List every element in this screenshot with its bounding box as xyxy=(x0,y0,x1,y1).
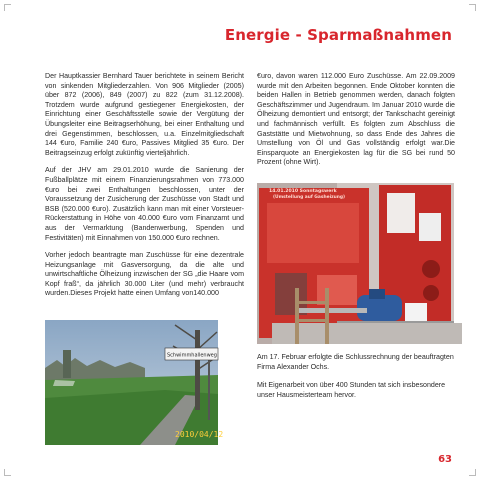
crop-mark-bottom-right xyxy=(469,469,476,476)
page-title: Energie - Sparmaßnahmen xyxy=(224,26,452,44)
paragraph-heating-grant: Vorher jedoch beantragte man Zuschüsse für eine dezentrale Heizungsanlage mit Gasversorgung, da die alte und unwirtschaftliche Ölheizung inzwischen der SG „die Haare vom Kopf fraß“, da jährlich 30.000 Liter (und mehr) verbraucht wurden.Dieses Projekt hatte einen Umfang von140.000 xyxy=(45,251,244,298)
boiler-room-photo xyxy=(257,183,454,344)
paragraph-heating-conversion: €uro, davon waren 112.000 Euro Zuschüsse. Am 22.09.2009 wurde mit den Arbeiten begonnen. Ende Oktober konnten die beiden Hallen in Betrieb genommen werden, danach folgten Geschäftszimmer und Jugendraum. Im Januar 2010 wurde die Ölheizung demontiert und entsorgt; der Tankschacht gereinigt und fachmännisch verfüllt. Es folgten zum Abschluss die Gaststätte und Mietwohnung, so dass Ende des Jahres die Umstellung von Öl und Gas vollständig erfolgt war.Die Einsparquote an Energiekosten lag für die SG bei rund 50 Prozent (ohne Wirt). xyxy=(257,72,455,167)
sports-field-photo xyxy=(45,320,224,445)
caption-team: Mit Eigenarbeit von über 400 Stunden tat sich insbesondere unser Hausmeisterteam hervor. xyxy=(257,381,446,399)
page-number: 63 xyxy=(438,454,452,465)
boiler-photo-stamp-line1: 14.01.2010 Sonntagswerk xyxy=(269,189,337,194)
caption-boiler: Am 17. Februar erfolgte die Schlussrechnung der beauftragten Firma Alexander Ochs. xyxy=(257,353,454,371)
crop-mark-top-left xyxy=(4,4,11,11)
crop-mark-top-right xyxy=(469,4,476,11)
street-sign-text: Schwimmhallenweg xyxy=(167,352,217,359)
paragraph-membership: Der Hauptkassier Bernhard Tauer berichtete in seinem Bericht von sinkenden Mitgliederzahlen. Von 906 Mitglieder (2005) über 872 (2006), 849 (2007) zu 822 (zum 31.12.2008). Trotzdem wurde aufgrund gestiegener Energiekosten, der Einrichtung einer Geschäftsstelle sowie der Vergütung der Übungsleiter eine Beitragserhöhung, bei einer Enthaltung und drei Gegenstimmen, beschlossen, u.a. Einzelmitgliedschaft 144 €uro, Familie 240 €uro, Passives Mitglied 35 €uro. Der Beitragseinzug erfolgt zukünftig vierteljährlich. xyxy=(45,72,244,157)
boiler-photo-stamp-line2: (Umstellung auf Gasheizung) xyxy=(273,195,346,200)
paragraph-field-renovation: Auf der JHV am 29.01.2010 wurde die Sanierung der Fußballplätze mit einem Finanzierungsrahmen von 773.000 €uro bei zwei Enthaltungen beschlossen, unter der Voraussetzung der Zusicherung der Zuschüsse von Stadt und BSB (520.000 €uro). Zusätzlich kann man mit einer Vorsteuer-Rückerstattung in Höhe von 40.000 €uro vom Finanzamt und aus der Vermarktung (Bandenwerbung, Spenden und Festivitäten) mit Einnahmen von 150.000 €uro rechnen. xyxy=(45,166,244,242)
crop-mark-bottom-left xyxy=(4,469,11,476)
right-text-column xyxy=(257,72,455,176)
left-text-column xyxy=(45,72,244,307)
photo-date-stamp: 2010/04/12 xyxy=(175,430,224,439)
